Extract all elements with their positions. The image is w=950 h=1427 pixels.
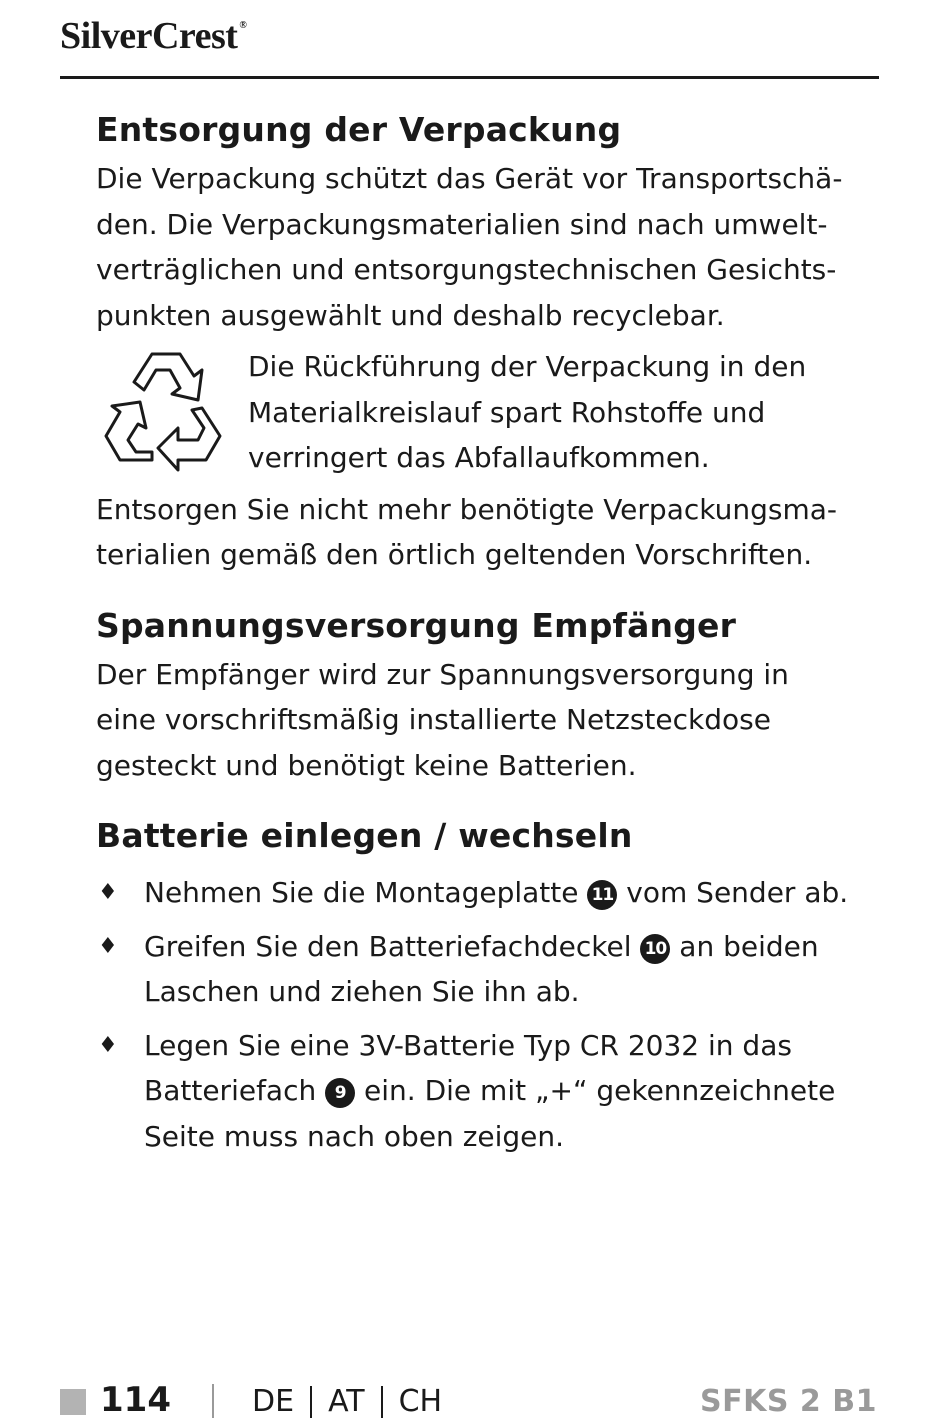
part-number-badge: 9 xyxy=(325,1078,355,1108)
list-item xyxy=(96,870,856,916)
language-code: CH xyxy=(398,1384,443,1419)
language-divider xyxy=(381,1386,383,1418)
list-item xyxy=(96,1023,856,1160)
page-number: 114 xyxy=(100,1380,171,1420)
part-number-badge: 11 xyxy=(587,880,617,910)
packaging-paragraph-1: Die Verpackung schützt das Gerät vor Transportschä-den. Die Verpackungsmaterialien sind nach umwelt-verträglichen und entsorgungstechnischen Gesichts-punkten ausgewählt und deshalb recyclebar. xyxy=(96,162,843,332)
battery-steps-list xyxy=(96,870,856,1159)
section-battery xyxy=(96,810,856,1159)
diamond-bullet-icon: ♦ xyxy=(98,1032,118,1058)
recycle-text: Die Rückführung der Verpackung in den Materialkreislauf spart Rohstoffe und verringert das Abfallaufkommen. xyxy=(248,350,807,474)
language-codes xyxy=(252,1384,442,1419)
page-content xyxy=(96,104,856,1167)
step-text-before: Legen Sie eine 3V-Batterie Typ CR 2032 in das Batteriefach xyxy=(144,1028,792,1107)
language-code: AT xyxy=(328,1384,365,1419)
diamond-bullet-icon: ♦ xyxy=(98,880,118,905)
part-number-badge: 10 xyxy=(640,934,670,964)
recycle-icon xyxy=(96,348,226,474)
section-packaging-disposal xyxy=(96,104,856,578)
brand-logo xyxy=(60,14,247,58)
section-heading-packaging: Entsorgung der Verpackung xyxy=(96,110,622,149)
packaging-paragraph-2: Entsorgen Sie nicht mehr benötigte Verpackungsma-terialien gemäß den örtlich geltenden Vorschriften. xyxy=(96,492,837,571)
power-paragraph: Der Empfänger wird zur Spannungsversorgung in eine vorschriftsmäßig installierte Netzsteckdose gesteckt und benötigt keine Batterien. xyxy=(96,657,789,782)
header-rule xyxy=(60,76,879,79)
footer-divider xyxy=(212,1384,214,1418)
footer-square-icon xyxy=(60,1389,86,1415)
page-footer xyxy=(60,1378,879,1424)
recycle-block xyxy=(96,344,856,481)
section-heading-battery: Batterie einlegen / wechseln xyxy=(96,816,633,855)
language-divider xyxy=(310,1386,312,1418)
brand-name: SilverCrest xyxy=(60,15,238,57)
section-power-supply xyxy=(96,600,856,789)
list-item xyxy=(96,924,856,1015)
step-text-before: Nehmen Sie die Montageplatte xyxy=(144,876,588,909)
section-heading-power: Spannungsversorgung Empfänger xyxy=(96,605,737,645)
step-text-after: vom Sender ab. xyxy=(617,876,849,909)
step-text-after: an beiden Laschen und ziehen Sie ihn ab. xyxy=(144,929,819,1008)
language-code: DE xyxy=(252,1384,295,1419)
model-number: SFKS 2 B1 xyxy=(700,1384,877,1419)
registered-mark: ® xyxy=(239,20,247,31)
diamond-bullet-icon: ♦ xyxy=(98,933,118,959)
step-text-after: ein. Die mit „+“ gekennzeichnete Seite muss nach oben zeigen. xyxy=(144,1074,836,1153)
step-text-before: Greifen Sie den Batteriefachdeckel xyxy=(144,929,641,963)
